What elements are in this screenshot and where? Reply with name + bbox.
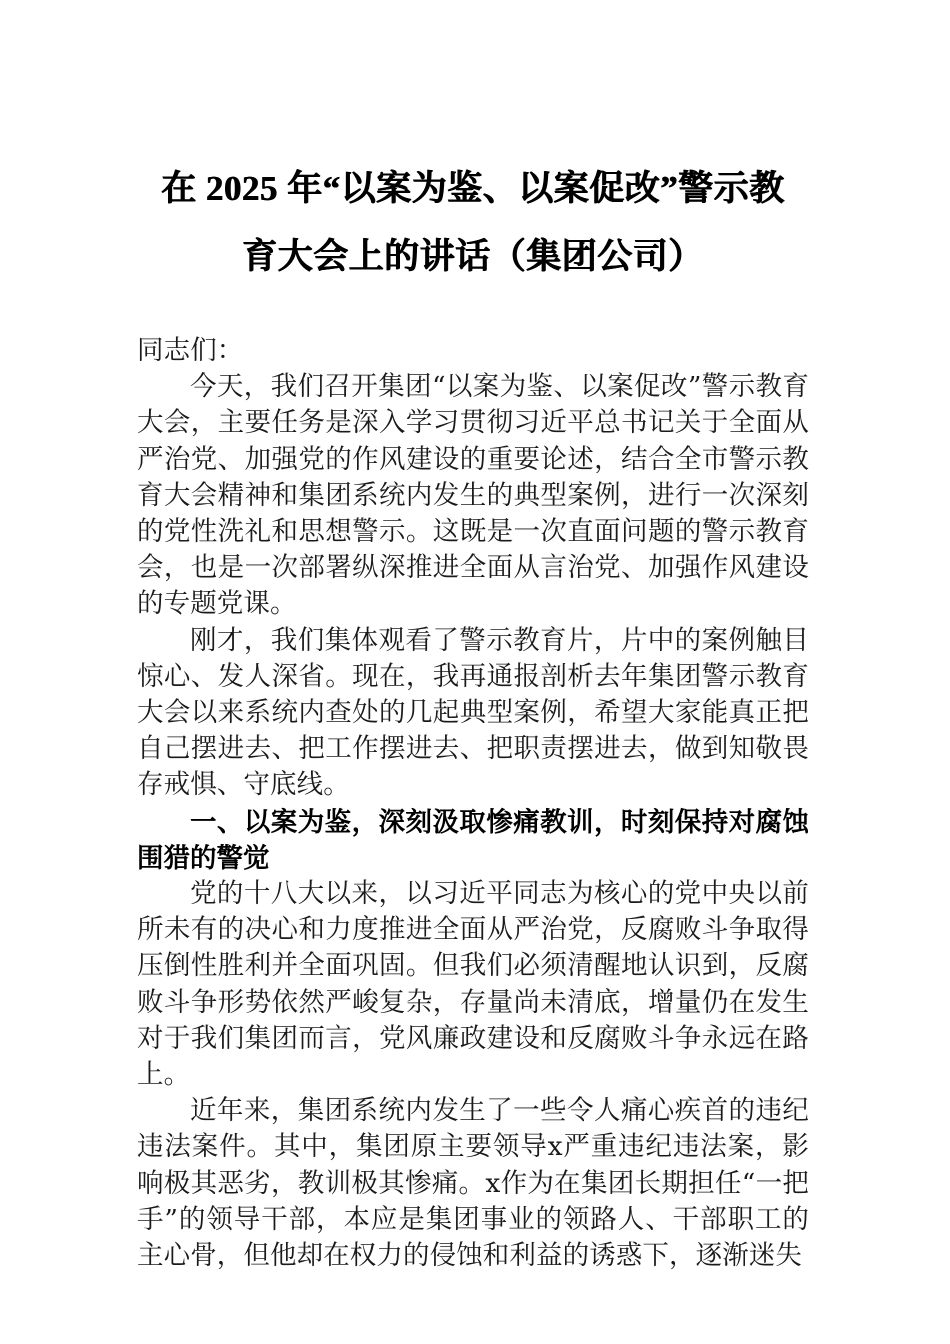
- paragraph-4: 近年来，集团系统内发生了一些令人痛心疾首的违纪违法案件。其中，集团原主要领导x严重违纪违法案，影响极其恶劣，教训极其惨痛。x作为在集团长期担任“一把手”的领导干部，本应是集团事业的领路人、干部职工的主心骨，但他却在权力的侵蚀和利益的诱惑下，逐渐迷失: [137, 1095, 809, 1272]
- paragraph-1: 今天，我们召开集团“以案为鉴、以案促改”警示教育大会，主要任务是深入学习贯彻习近平总书记关于全面从严治党、加强党的作风建设的重要论述，结合全市警示教育大会精神和集团系统内发生的典型案例，进行一次深刻的党性洗礼和思想警示。这既是一次直面问题的警示教育会，也是一次部署纵深推进全面从言治党、加强作风建设的专题党课。: [137, 371, 809, 620]
- page-content: [137, 0, 809, 1274]
- document-body: [137, 333, 809, 1274]
- page-title: [137, 0, 809, 291]
- page-title-line-1: 在 2025 年“以案为鉴、以案促改”警示教: [161, 169, 785, 208]
- section-heading-1: 一、以案为鉴，深刻汲取惨痛教训，时刻保持对腐蚀围猎的警觉: [137, 806, 809, 873]
- paragraph-3: 党的十八大以来，以习近平同志为核心的党中央以前所未有的决心和力度推进全面从严治党，反腐败斗争取得压倒性胜利并全面巩固。但我们必须清醒地认识到，反腐败斗争形势依然严峻复杂，存量尚未清底，增量仍在发生对于我们集团而言，党风廉政建设和反腐败斗争永远在路上。: [137, 878, 809, 1091]
- page-title-line-2: 育大会上的讲话（集团公司）: [242, 237, 704, 276]
- salutation: 同志们：: [137, 335, 244, 366]
- paragraph-2: 刚才，我们集体观看了警示教育片，片中的案例触目惊心、发人深省。现在，我再通报剖析去年集团警示教育大会以来系统内查处的几起典型案例，希望大家能真正把自己摆进去、把工作摆进去、把职责摆进去，做到知敬畏存戒惧、守底线。: [137, 624, 809, 801]
